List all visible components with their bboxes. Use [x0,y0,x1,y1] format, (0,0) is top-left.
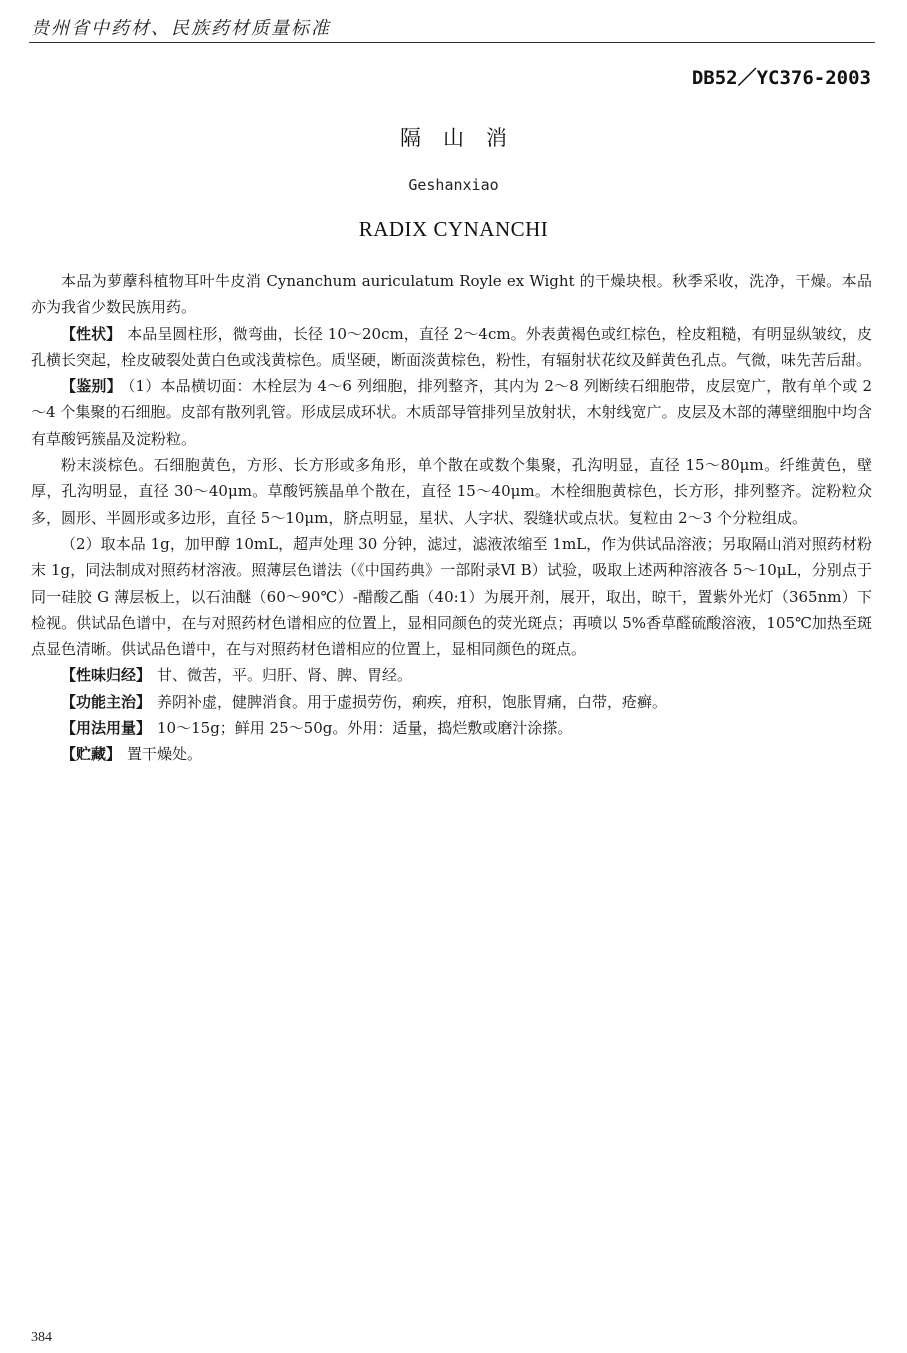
paragraph-text: 10～15g；鲜用 25～50g。外用：适量，捣烂敷或磨汁涂搽。 [157,719,573,738]
monograph-title-pinyin: Geshanxiao [408,176,499,194]
paragraph-identification-1 [31,373,872,452]
running-header-title: 贵州省中药材、民族药材质量标准 [31,18,331,39]
section-heading: 【性味归经】 [61,666,152,685]
paragraph-identification-2 [31,531,872,662]
standard-code: DB52／YC376-2003 [691,67,871,89]
paragraph-property-meridian [31,662,872,688]
section-heading: 【性状】 [61,324,122,343]
section-heading: 【鉴别】 [61,377,122,396]
monograph-title-latin: RADIX CYNANCHI [358,217,549,241]
paragraph-text: 置干燥处。 [127,745,203,764]
monograph-title-chinese: 隔山消 [400,126,529,150]
paragraph-text: 甘、微苦，平。归肝、肾、脾、胃经。 [157,666,413,685]
paragraph-characteristics [31,321,872,374]
paragraph-text: 本品呈圆柱形，微弯曲，长径 10～20cm，直径 2～4cm。外表黄褐色或红棕色，栓皮粗糙，有明显纵皱纹，皮孔横长突起，栓皮破裂处黄白色或浅黄棕色。质坚硬，断面淡黄棕色，粉性，有辐射状花纹及鲜黄色孔点。气微，味先苦后甜。 [31,324,872,369]
header-divider [29,42,875,43]
page-number: 384 [31,1330,52,1345]
monograph-body [31,268,872,768]
paragraph-powder [31,452,872,531]
section-heading: 【贮藏】 [61,745,122,764]
paragraph-text: （1）本品横切面：木栓层为 4～6 列细胞，排列整齐，其内为 2～8 列断续石细胞带，皮层宽广，散有单个或 2～4 个集聚的石细胞。皮部有散列乳管。形成层成环状。木质部导管排列呈放射状，木射线宽广。皮层及木部的薄壁细胞中均含有草酸钙簇晶及淀粉粒。 [31,377,872,448]
paragraph-source [31,268,872,321]
paragraph-text: 本品为萝藦科植物耳叶牛皮消 Cynanchum auriculatum Royle ex Wight 的干燥块根。秋季采收，洗净，干燥。本品亦为我省少数民族用药。 [31,272,872,317]
paragraph-text: 粉末淡棕色。石细胞黄色，方形、长方形或多角形，单个散在或数个集聚，孔沟明显，直径 15～80μm。纤维黄色，壁厚，孔沟明显，直径 30～40μm。草酸钙簇晶单个散在，直径 15～40μm。木栓细胞黄棕色，长方形，排列整齐。淀粉粒众多，圆形、半圆形或多边形，直径 5～10μm，脐点明显，星状、人字状、裂缝状或点状。复粒由 2～3 个分粒组成。 [31,456,872,527]
paragraph-storage [31,741,872,767]
paragraph-functions [31,689,872,715]
paragraph-text: 养阴补虚，健脾消食。用于虚损劳伤，痢疾，疳积，饱胀胃痛，白带，疮癣。 [157,692,668,711]
paragraph-text: （2）取本品 1g，加甲醇 10mL，超声处理 30 分钟，滤过，滤液浓缩至 1mL，作为供试品溶液；另取隔山消对照药材粉末 1g，同法制成对照药材溶液。照薄层色谱法（《中国药典》一部附录Ⅵ B）试验，吸取上述两种溶液各 5～10μL，分别点于同一硅胶 G 薄层板上，以石油醚（60～90℃）-醋酸乙酯（40:1）为展开剂，展开，取出，晾干，置紫外光灯（365nm）下检视。供试品色谱中，在与对照药材色谱相应的位置上，显相同颜色的荧光斑点；再喷以 5%香草醛硫酸溶液，105℃加热至斑点显色清晰。供试品色谱中，在与对照药材色谱相应的位置上，显相同颜色的斑点。 [31,534,872,659]
paragraph-dosage [31,715,872,741]
section-heading: 【用法用量】 [61,719,152,738]
section-heading: 【功能主治】 [61,692,152,711]
